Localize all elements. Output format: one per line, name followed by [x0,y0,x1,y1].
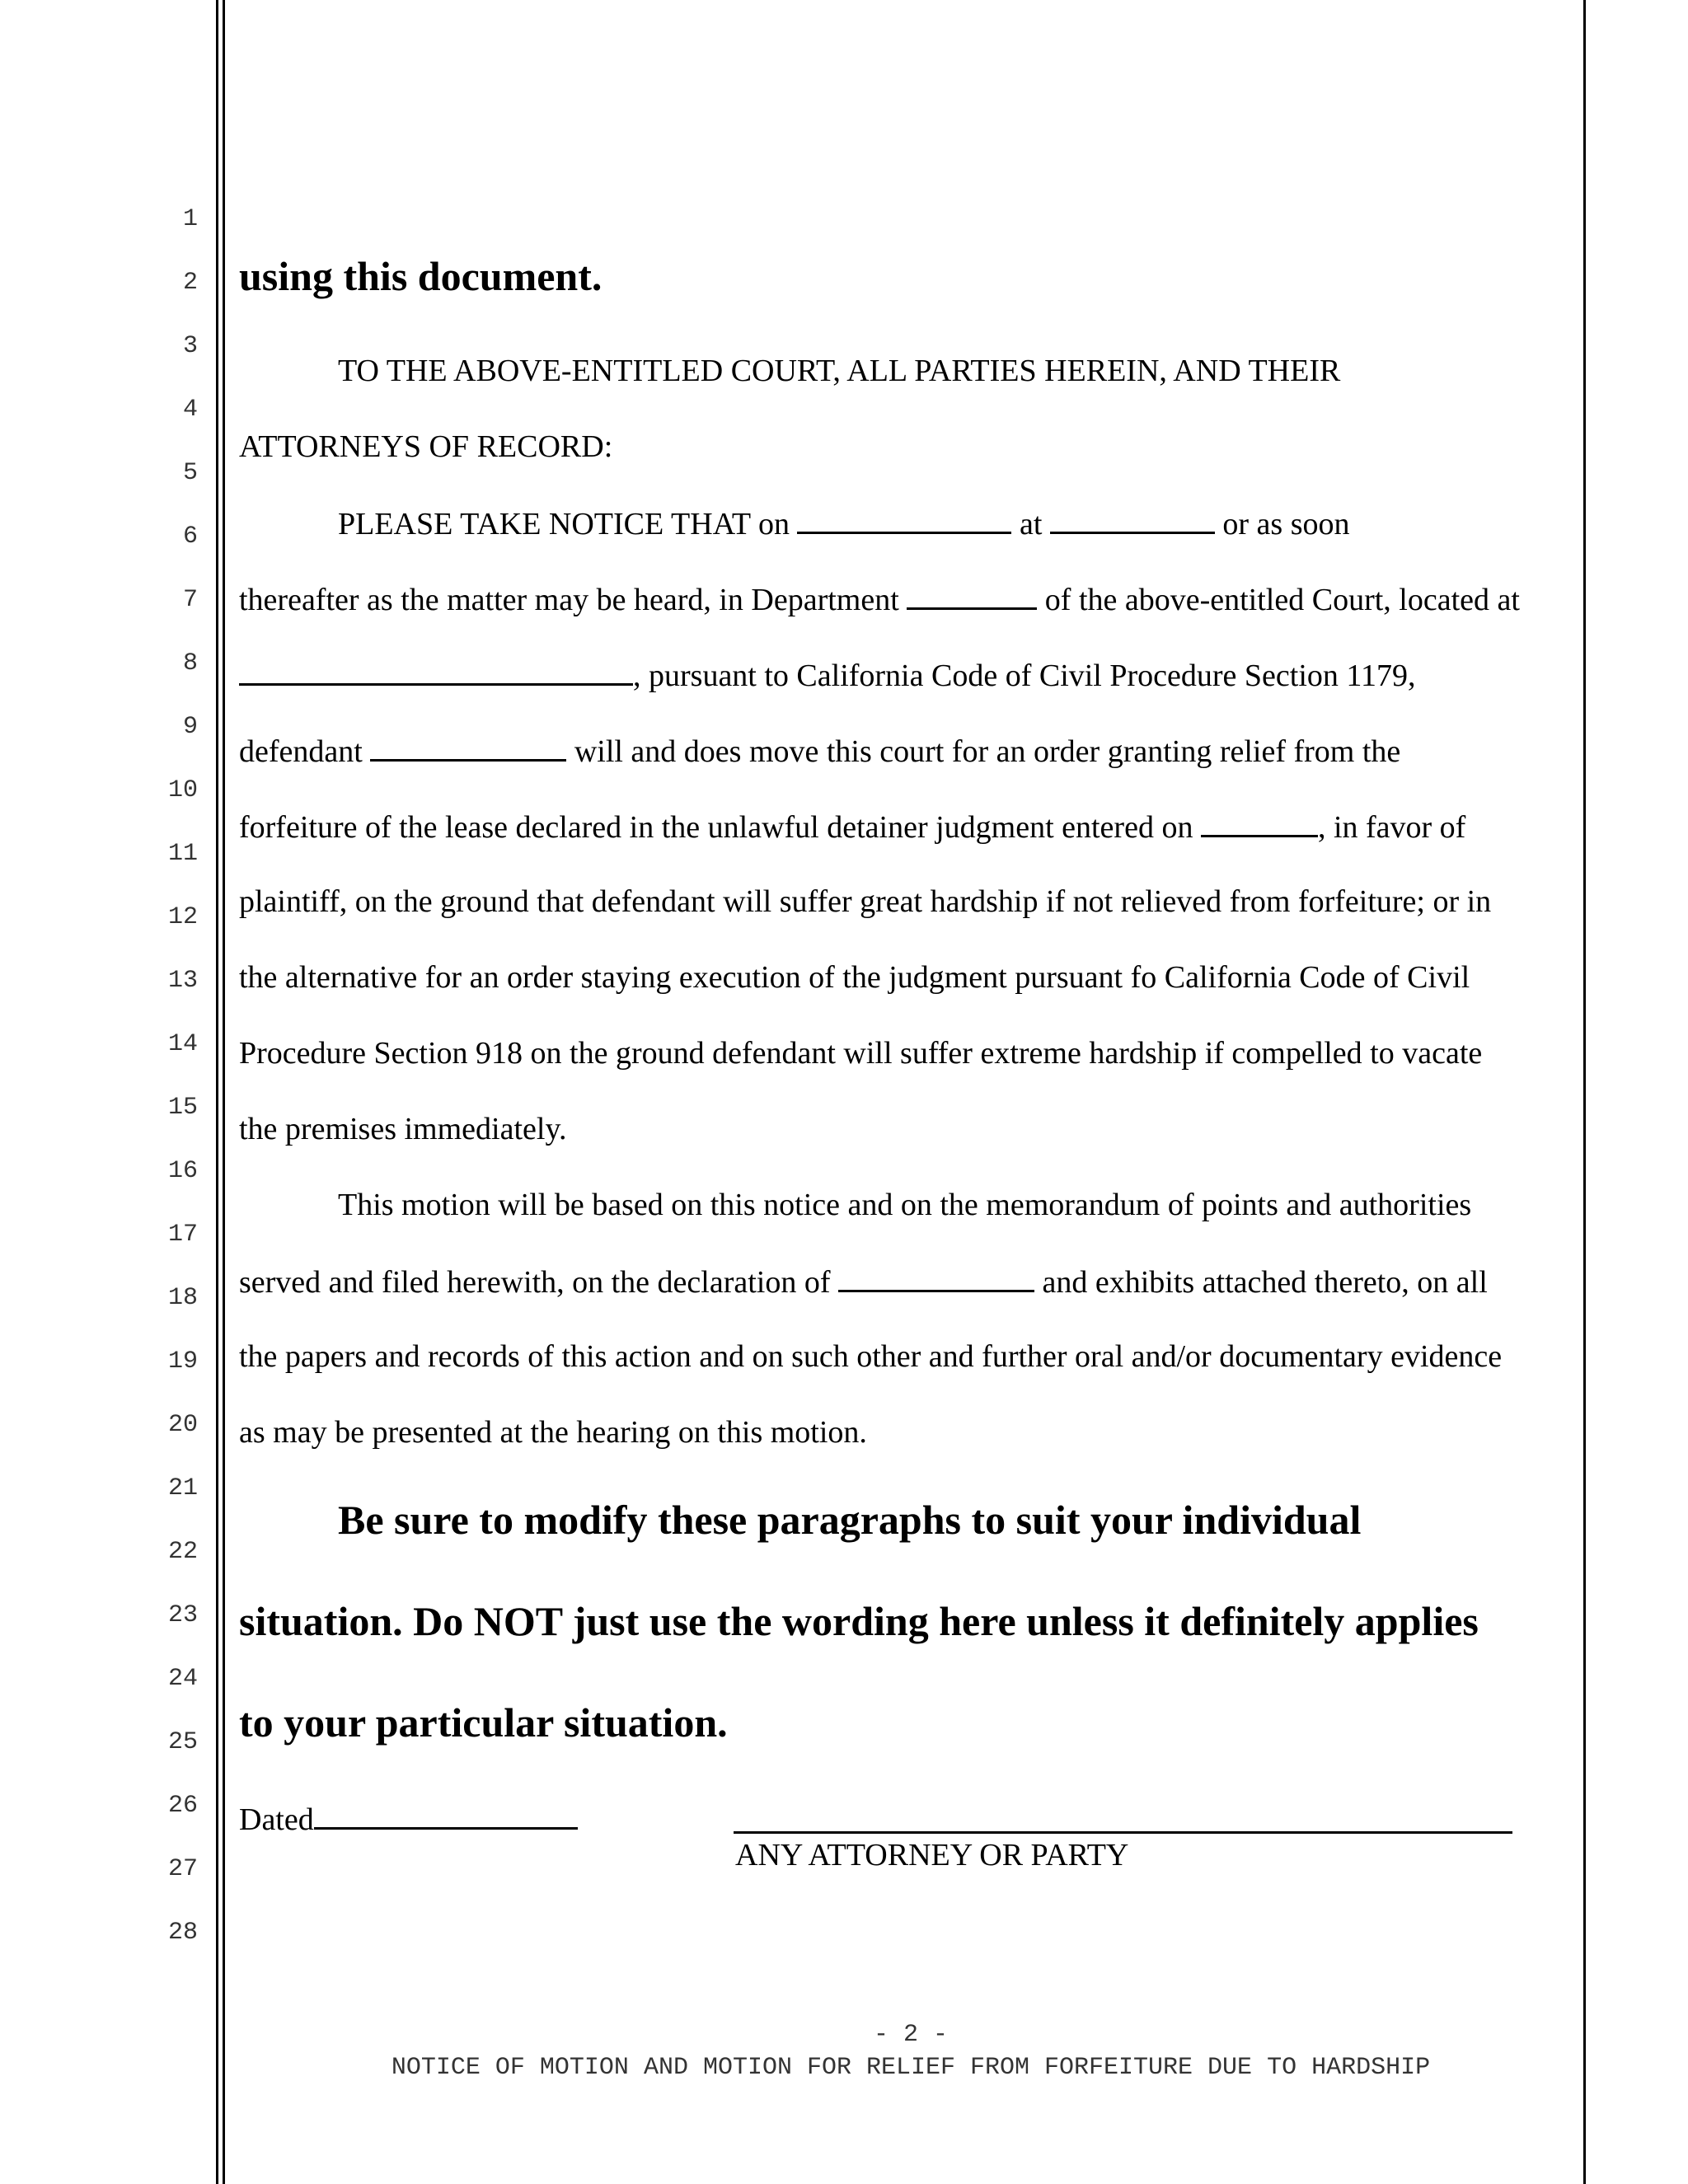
heading: using this document. [239,253,603,299]
notice-text: thereafter as the matter may be heard, in Department [239,583,899,617]
date-signed-blank [314,1800,578,1830]
line-number: 27 [167,1855,198,1883]
notice-line-9: the premises immediately. [239,1112,567,1146]
line-number: 14 [167,1030,198,1058]
notice-text: at [1019,507,1043,541]
notice-text: , in favor of [1317,810,1466,845]
line-number: 25 [167,1728,198,1756]
notice-text: or as soon [1222,507,1350,541]
motion-text: served and filed herewith, on the declaration of [239,1265,831,1300]
motion-line-1: This motion will be based on this notice and on the memorandum of points and authorities [338,1188,1472,1222]
right-margin-rule [1583,0,1586,2184]
line-number: 16 [167,1157,198,1185]
line-number: 10 [167,776,198,804]
notice-text: PLEASE TAKE NOTICE THAT on [338,507,790,541]
line-number: 11 [167,840,198,868]
dated-line [239,1800,578,1838]
line-number: 21 [167,1474,198,1502]
signature-caption: ANY ATTORNEY OR PARTY [735,1838,1129,1872]
motion-line-2 [239,1263,1488,1301]
notice-line-8: Procedure Section 918 on the ground defendant will suffer extreme hardship if compelled to vacate [239,1036,1483,1071]
notice-line-6: plaintiff, on the ground that defendant will suffer great hardship if not relieved from forfeiture; or in [239,884,1492,919]
page-number: - 2 - [873,2021,948,2049]
judgment-date-blank [1201,808,1318,837]
line-number: 7 [182,586,198,614]
line-number: 15 [167,1094,198,1122]
motion-line-4: as may be presented at the hearing on this motion. [239,1415,867,1450]
warning-line-3: to your particular situation. [239,1699,728,1746]
line-number: 13 [167,967,198,995]
addressee-line-1: TO THE ABOVE-ENTITLED COURT, ALL PARTIES HEREIN, AND THEIR [338,354,1341,388]
notice-line-5 [239,808,1465,846]
line-number: 8 [182,649,198,677]
line-number: 2 [182,269,198,297]
line-number: 24 [167,1665,198,1693]
notice-line-7: the alternative for an order staying execution of the judgment pursuant fo California Code of Civil [239,960,1470,995]
warning-line-2: situation. Do NOT just use the wording here unless it definitely applies [239,1598,1479,1644]
line-number: 28 [167,1919,198,1947]
notice-line-1 [338,504,1350,542]
notice-text: , pursuant to California Code of Civil Procedure Section 1179, [633,658,1416,693]
notice-text: of the above-entitled Court, located at [1044,583,1520,617]
line-number: 20 [167,1411,198,1439]
notice-text: defendant [239,734,363,769]
line-number: 22 [167,1538,198,1566]
declarant-name-blank [838,1263,1034,1292]
line-number: 26 [167,1792,198,1820]
left-margin-rule-inner [223,0,225,2184]
line-number: 1 [182,205,198,233]
dated-label: Dated [239,1802,314,1837]
line-number: 4 [182,396,198,424]
line-number: 6 [182,523,198,551]
footer-title: NOTICE OF MOTION AND MOTION FOR RELIEF FROM FORFEITURE DUE TO HARDSHIP [391,2054,1431,2082]
court-address-blank [239,656,633,686]
hearing-date-blank [797,504,1011,534]
left-margin-rule-outer [216,0,218,2184]
signature-line [734,1831,1512,1834]
warning-line-1: Be sure to modify these paragraphs to suit your individual [338,1497,1362,1543]
line-number: 5 [182,459,198,487]
motion-text: and exhibits attached thereto, on all [1042,1265,1488,1300]
addressee-line-2: ATTORNEYS OF RECORD: [239,429,613,464]
line-number: 18 [167,1284,198,1312]
line-number: 17 [167,1221,198,1249]
motion-line-3: the papers and records of this action and on such other and further oral and/or documentary evidence [239,1339,1503,1374]
line-number: 19 [167,1347,198,1376]
defendant-name-blank [370,732,566,762]
notice-line-3 [239,656,1415,694]
notice-line-2 [239,580,1520,618]
department-blank [907,580,1037,610]
notice-text: forfeiture of the lease declared in the unlawful detainer judgment entered on [239,810,1193,845]
notice-line-4 [239,732,1400,770]
line-number: 9 [182,713,198,741]
hearing-time-blank [1050,504,1215,534]
line-number: 12 [167,903,198,931]
line-number: 23 [167,1601,198,1629]
notice-text: will and does move this court for an order granting relief from the [574,734,1401,769]
line-number: 3 [182,332,198,360]
